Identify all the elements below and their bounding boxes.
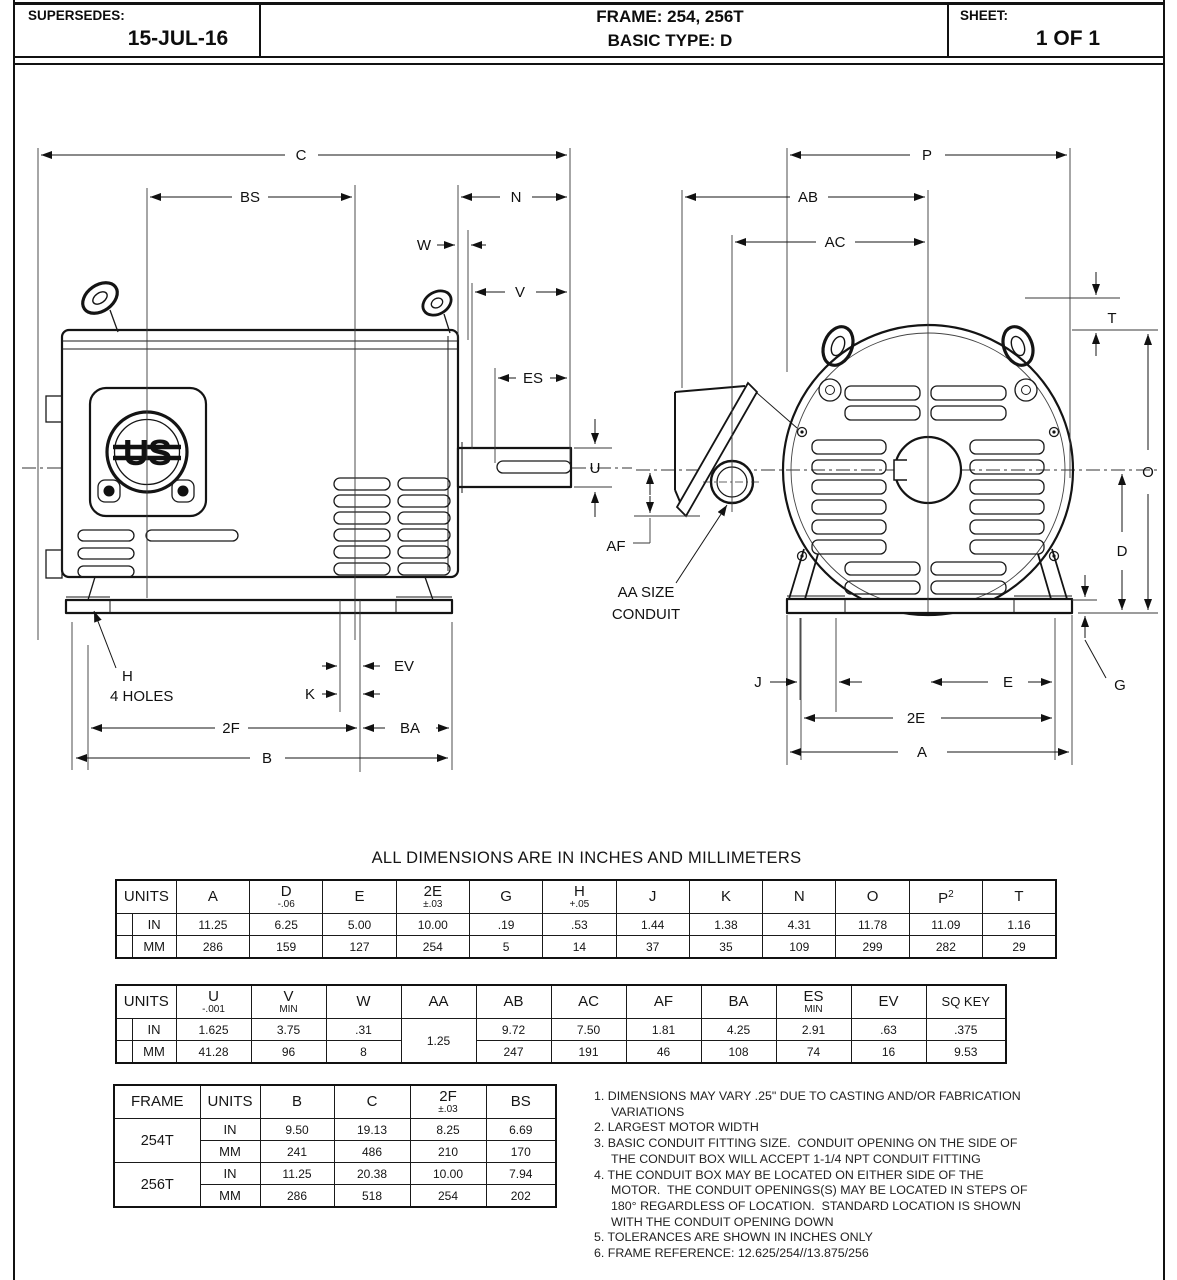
value-cell: .63	[851, 1019, 926, 1041]
value-cell: 11.78	[836, 914, 909, 936]
col-header-k: K	[689, 880, 762, 914]
end-view	[606, 147, 1160, 765]
unit-cell: IN	[200, 1119, 260, 1141]
col-header-a: A	[176, 880, 249, 914]
motor-body	[62, 330, 458, 577]
eyebolt-base-hole	[1022, 386, 1031, 395]
value-cell: 191	[551, 1041, 626, 1064]
shaft	[458, 448, 571, 487]
dim-label-a: A	[916, 744, 928, 761]
left-face-tab	[46, 396, 62, 422]
base-plate	[66, 600, 452, 613]
value-cell: .53	[543, 914, 616, 936]
unit-cell: MM	[132, 1041, 176, 1064]
dim-label-4holes: 4 HOLES	[110, 688, 174, 705]
col-header-2e: 2E ±.03	[396, 880, 469, 914]
supersedes-date: 15-JUL-16	[127, 27, 229, 50]
value-cell: 11.09	[909, 914, 982, 936]
table-row	[116, 1041, 1006, 1064]
dim-label-b: B	[261, 750, 273, 767]
value-cell: .375	[926, 1019, 1006, 1041]
value-cell: 6.69	[486, 1119, 556, 1141]
col-header-ba: BA	[701, 985, 776, 1019]
value-cell: 286	[176, 936, 249, 959]
value-cell: 210	[410, 1141, 486, 1163]
value-cell: 1.44	[616, 914, 689, 936]
supersedes-label: SUPERSEDES:	[28, 8, 125, 23]
col-header-bs: BS	[486, 1085, 556, 1119]
value-cell: 1.625	[176, 1019, 251, 1041]
dim-label-v: V	[514, 284, 526, 301]
col-header-h: H +.05	[543, 880, 616, 914]
notes-list	[594, 1089, 1031, 1262]
value-cell: 4.25	[701, 1019, 776, 1041]
col-header-es: ES MIN	[776, 985, 851, 1019]
eyebolt-base-hole	[826, 386, 835, 395]
value-cell: 518	[334, 1185, 410, 1208]
sheet-label: SHEET:	[960, 8, 1009, 23]
value-cell: 1.81	[626, 1019, 701, 1041]
eyebolt-icon	[818, 322, 859, 370]
value-cell: 9.50	[260, 1119, 334, 1141]
col-header-v: V MIN	[251, 985, 326, 1019]
dim-label-ac: AC	[824, 234, 846, 251]
col-header-units: UNITS	[200, 1085, 260, 1119]
value-cell: 202	[486, 1185, 556, 1208]
col-header-n: N	[763, 880, 836, 914]
dim-label-bs: BS	[239, 189, 261, 206]
value-cell: 37	[616, 936, 689, 959]
value-cell: 7.94	[486, 1163, 556, 1185]
frame-cell-256t: 256T	[114, 1163, 200, 1208]
col-header-af: AF	[626, 985, 701, 1019]
value-cell: 14	[543, 936, 616, 959]
value-cell-aa-merged: 1.25	[401, 1019, 476, 1064]
value-cell: 127	[323, 936, 396, 959]
sheet-value: 1 OF 1	[1035, 27, 1101, 50]
eyebolt-base	[1015, 379, 1037, 401]
dim-label-ev: EV	[393, 658, 415, 675]
value-cell: 5	[469, 936, 542, 959]
col-header-t: T	[983, 880, 1056, 914]
value-cell: 8	[326, 1041, 401, 1064]
frame-line: FRAME: 254, 256T	[596, 7, 744, 26]
col-header-ac: AC	[551, 985, 626, 1019]
value-cell: 4.31	[763, 914, 836, 936]
value-cell: 11.25	[176, 914, 249, 936]
note-1: 1. DIMENSIONS MAY VARY .25" DUE TO CASTING AND/OR FABRICATION VARIATIONS	[594, 1089, 1025, 1119]
value-cell: 5.00	[323, 914, 396, 936]
logo-monogram: US	[122, 432, 172, 473]
spacer-cell	[116, 914, 132, 936]
col-header-ab: AB	[476, 985, 551, 1019]
pedestal	[88, 577, 433, 600]
dim-label-t: T	[1107, 310, 1117, 327]
value-cell: 19.13	[334, 1119, 410, 1141]
note-2: 2. LARGEST MOTOR WIDTH	[594, 1120, 759, 1135]
value-cell: 6.25	[250, 914, 323, 936]
value-cell: 3.75	[251, 1019, 326, 1041]
value-cell: 74	[776, 1041, 851, 1064]
dim-label-af: AF	[606, 538, 626, 555]
eyebolt-stem	[110, 310, 118, 332]
value-cell: 9.72	[476, 1019, 551, 1041]
value-cell: 247	[476, 1041, 551, 1064]
dim-label-es: ES	[522, 370, 544, 387]
value-cell: 1.16	[983, 914, 1056, 936]
left-face-tab	[46, 550, 62, 578]
base-plate-end	[787, 599, 1072, 613]
unit-cell: MM	[200, 1141, 260, 1163]
dim-label-g: G	[1114, 677, 1126, 694]
col-header-units: UNITS	[116, 880, 176, 914]
table-row	[114, 1163, 556, 1185]
dim-label-aa-conduit: CONDUIT	[611, 606, 681, 623]
value-cell: 486	[334, 1141, 410, 1163]
value-cell: .19	[469, 914, 542, 936]
logo-bolt-dot	[178, 486, 189, 497]
unit-cell: IN	[200, 1163, 260, 1185]
col-header-frame: FRAME	[114, 1085, 200, 1119]
table-row	[116, 936, 1056, 959]
value-cell: 8.25	[410, 1119, 486, 1141]
value-cell: 10.00	[410, 1163, 486, 1185]
value-cell: 35	[689, 936, 762, 959]
value-cell: 286	[260, 1185, 334, 1208]
spacer-cell	[116, 1041, 132, 1064]
col-header-u: U -.001	[176, 985, 251, 1019]
dimension-table-1	[115, 879, 1057, 959]
col-header-g: G	[469, 880, 542, 914]
value-cell: 11.25	[260, 1163, 334, 1185]
dim-label-k: K	[304, 686, 316, 703]
logo-bolt-dot	[104, 486, 115, 497]
value-cell: 254	[396, 936, 469, 959]
hub-keyway	[894, 460, 907, 480]
dim-label-2e: 2E	[906, 710, 926, 727]
col-header-c: C	[334, 1085, 410, 1119]
col-header-b: B	[260, 1085, 334, 1119]
value-cell: 10.00	[396, 914, 469, 936]
value-cell: 96	[251, 1041, 326, 1064]
value-cell: 20.38	[334, 1163, 410, 1185]
frame-cell-254t: 254T	[114, 1119, 200, 1163]
value-cell: 254	[410, 1185, 486, 1208]
col-header-ev: EV	[851, 985, 926, 1019]
value-cell: .31	[326, 1019, 401, 1041]
dim-label-u: U	[589, 460, 601, 477]
dim-label-p: P	[921, 147, 933, 164]
eyebolt-icon	[998, 322, 1039, 370]
value-cell: 299	[836, 936, 909, 959]
dimension-table-2	[115, 984, 1007, 1064]
value-cell: 2.91	[776, 1019, 851, 1041]
col-header-e: E	[323, 880, 396, 914]
table-row	[114, 1119, 556, 1141]
note-4: 4. THE CONDUIT BOX MAY BE LOCATED ON EITHER SIDE OF THE MOTOR. THE CONDUIT OPENINGS(S) MAY BE LOCATED IN STEPS OF 180° REGARDLESS OF LOCATION. STANDARD LOCATION IS SHOWN WITH THE CONDUIT OPENING DOWN	[594, 1167, 1031, 1229]
spacer-cell	[116, 936, 132, 959]
unit-cell: IN	[132, 1019, 176, 1041]
table-row	[116, 914, 1056, 936]
value-cell: 159	[250, 936, 323, 959]
table-row	[116, 1019, 1006, 1041]
dim-label-w: W	[416, 237, 432, 254]
dim-label-aa-size: AA SIZE	[617, 584, 675, 601]
side-view	[22, 147, 632, 772]
unit-cell: MM	[200, 1185, 260, 1208]
value-cell: 282	[909, 936, 982, 959]
note-6: 6. FRAME REFERENCE: 12.625/254//13.875/256	[594, 1246, 869, 1261]
dim-label-c: C	[295, 147, 307, 164]
dim-label-j: J	[754, 674, 762, 691]
col-header-units: UNITS	[116, 985, 176, 1019]
col-header-p: $P^2$	[909, 880, 982, 914]
col-header-sqkey: SQ KEY	[926, 985, 1006, 1019]
dim-label-ba: BA	[399, 720, 421, 737]
value-cell: 16	[851, 1041, 926, 1064]
spacer-cell	[116, 1019, 132, 1041]
table-header-row	[114, 1085, 556, 1119]
dim-label-d: D	[1116, 543, 1128, 560]
eyebolt-base	[819, 379, 841, 401]
dim-label-n: N	[510, 189, 522, 206]
value-cell: 241	[260, 1141, 334, 1163]
note-3: 3. BASIC CONDUIT FITTING SIZE. CONDUIT OPENING ON THE SIDE OF THE CONDUIT BOX WILL ACCEPT 1-1/4 NPT CONDUIT FITTING	[594, 1136, 1021, 1166]
dim-label-ab: AB	[797, 189, 819, 206]
dim-label-h: H	[122, 668, 133, 685]
col-header-d: D -.06	[250, 880, 323, 914]
value-cell: 108	[701, 1041, 776, 1064]
value-cell: 7.50	[551, 1019, 626, 1041]
value-cell: 41.28	[176, 1041, 251, 1064]
col-header-o: O	[836, 880, 909, 914]
dim-label-o: O	[1142, 464, 1154, 481]
dim-label-2f: 2F	[222, 720, 240, 737]
value-cell: 170	[486, 1141, 556, 1163]
value-cell: 1.38	[689, 914, 762, 936]
eyebolt-icon	[77, 276, 123, 319]
table-header-row	[116, 985, 1006, 1019]
value-cell: 109	[763, 936, 836, 959]
note-5: 5. TOLERANCES ARE SHOWN IN INCHES ONLY	[594, 1230, 873, 1245]
basic-type-line: BASIC TYPE: D	[607, 31, 733, 50]
unit-cell: MM	[132, 936, 176, 959]
dim-label-e: E	[1002, 674, 1014, 691]
unit-cell: IN	[132, 914, 176, 936]
value-cell: 46	[626, 1041, 701, 1064]
col-header-j: J	[616, 880, 689, 914]
col-header-w: W	[326, 985, 401, 1019]
tables-title: ALL DIMENSIONS ARE IN INCHES AND MILLIMETERS	[371, 849, 802, 867]
eyebolt-icon	[419, 286, 456, 320]
frame-table	[113, 1084, 557, 1208]
value-cell: 29	[983, 936, 1056, 959]
table-header-row	[116, 880, 1056, 914]
value-cell: 9.53	[926, 1041, 1006, 1064]
col-header-2f: 2F ±.03	[410, 1085, 486, 1119]
col-header-aa: AA	[401, 985, 476, 1019]
